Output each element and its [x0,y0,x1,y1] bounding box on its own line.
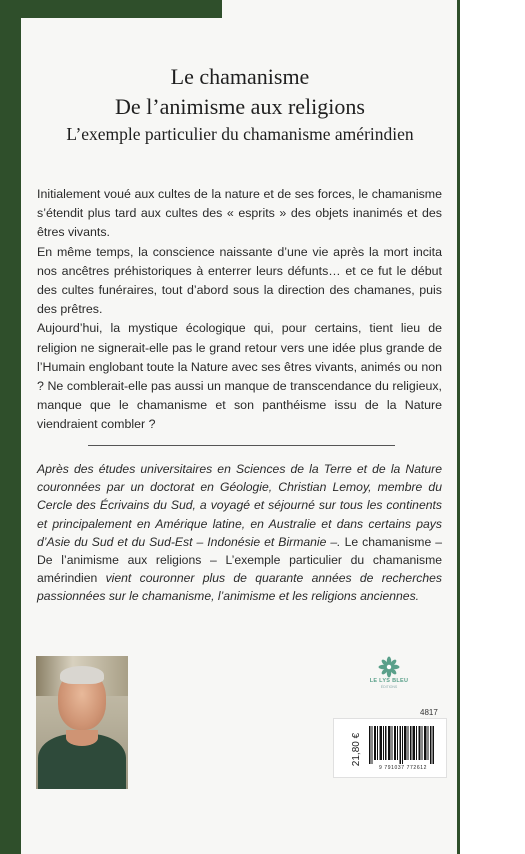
publisher-logo [364,656,414,690]
green-border-left [0,0,21,854]
barcode-icon [369,726,435,764]
title-block [30,62,450,146]
green-border-top [0,0,222,18]
book-title: Le chamanisme [170,64,310,89]
summary-paragraph: Aujourd’hui, la mystique écologique qui, pour certains, tient lieu de religion ne signerait-elle pas le grand retour vers une idée plus grande de l’Humain englobant toute la Nature avec ses êtres vivants, animés ou non ? Ne comblerait-elle pas aussi un manque de transcendance du religieux, manque que le chamanisme et son panthéisme issu de la Nature viendraient combler ? [37,321,442,432]
section-divider [88,445,395,446]
summary-paragraph: Initialement voué aux cultes de la nature et de ses forces, le chamanisme s’étendit plus tard aux cultes des « esprits » des objets inanimés et des êtres vivants. [37,187,442,240]
publisher-sub: ÉDITIONS [380,685,398,689]
isbn-number: 9 791037 772612 [379,765,427,771]
author-bio [37,460,442,606]
author-photo [36,656,128,789]
publisher-name: LE LYS BLEU [369,678,409,684]
summary-text [37,185,442,435]
price-label: 21,80 € [351,732,363,767]
bio-text: Après des études universitaires en Sciences de la Terre et de la Nature couronnées par un doctorat en Géologie, Christian Lemoy, membre du Cercle des Écrivains du Sud, a voyagé et séjourné sur tous les continents et principalement en Amérique latine, en Australie et dans certains pays d’Asie du Sud et du Sud-Est – Indonésie et Birmanie –. [37,462,442,549]
summary-paragraph: En même temps, la conscience naissante d’une vie après la mort incita nos ancêtres préhistoriques à enterrer leurs défunts… et ce fut le début des cultes funéraires, tout d’abord sous la direction des chamanes, puis des prêtres. [37,244,442,317]
book-subsubtitle: L’exemple particulier du chamanisme amérindien [66,124,414,144]
lotus-logo-icon [378,656,400,678]
book-code: 4817 [420,708,438,717]
book-subtitle: De l’animisme aux religions [115,94,365,119]
spine-margin [460,0,525,854]
bio-book-title: Le chamanisme – De l’animisme aux religions – L’exemple particulier du chamanisme amérindien [37,534,443,586]
bio-text-end: vient couronner plus de quarante années de recherches passionnées sur le chamanisme, l’animisme et les religions anciennes. [37,571,442,604]
